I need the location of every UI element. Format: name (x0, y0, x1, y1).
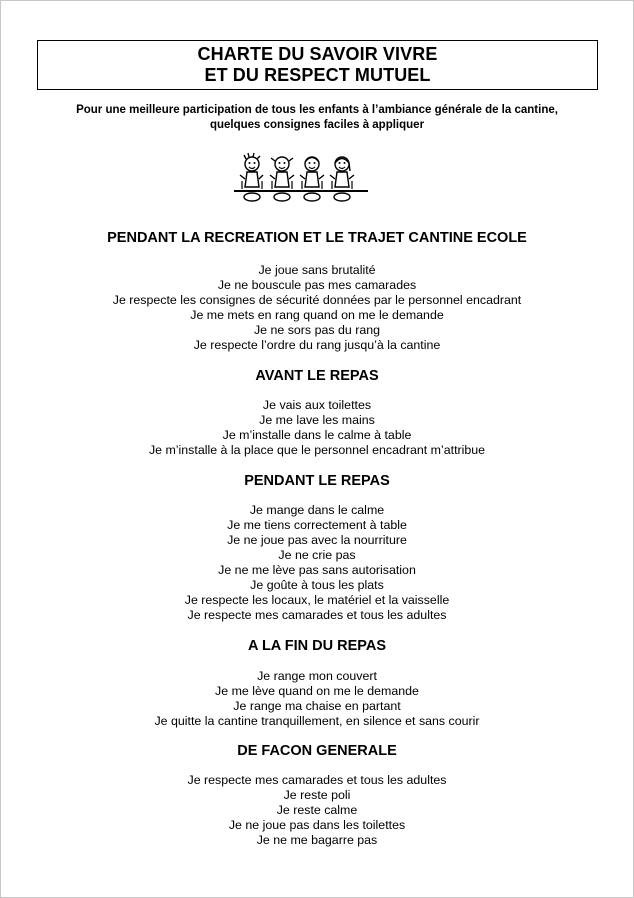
section-lines-recreation (1, 263, 633, 353)
rule-line: Je me mets en rang quand on me le demande (190, 308, 444, 322)
title-line-1: CHARTE DU SAVOIR VIVRE (197, 44, 438, 64)
rule-line: Je respecte les consignes de sécurité données par le personnel encadrant (112, 293, 522, 307)
rule-line: Je m’installe dans le calme à table (222, 428, 412, 442)
rule-line: Je range ma chaise en partant (233, 699, 401, 713)
rule-line: Je respecte mes camarades et tous les adultes (187, 773, 447, 787)
section-lines-facon-generale (1, 773, 633, 848)
rule-line: Je vais aux toilettes (262, 398, 372, 412)
title-line-2: ET DU RESPECT MUTUEL (204, 65, 431, 85)
rule-line: Je reste poli (283, 788, 351, 802)
rule-line: Je range mon couvert (257, 669, 377, 683)
section-lines-pendant-repas (1, 503, 633, 623)
intro-line-2: quelques consignes faciles à appliquer (209, 119, 425, 131)
rule-line: Je respecte l’ordre du rang jusqu’à la cantine (193, 338, 441, 352)
rule-line: Je ne bouscule pas mes camarades (217, 278, 417, 292)
section-title-pendant-repas: PENDANT LE REPAS (244, 473, 390, 489)
rule-line: Je respecte mes camarades et tous les adultes (187, 608, 447, 622)
rule-line: Je reste calme (276, 803, 358, 817)
rule-line: Je ne crie pas (278, 548, 356, 562)
section-title-avant-repas: AVANT LE REPAS (255, 368, 379, 384)
rule-line: Je joue sans brutalité (258, 263, 376, 277)
section-title-recreation: PENDANT LA RECREATION ET LE TRAJET CANTINE ECOLE (107, 230, 527, 246)
rule-line: Je respecte les locaux, le matériel et la vaisselle (184, 593, 450, 607)
section-title-facon-generale: DE FACON GENERALE (237, 743, 397, 759)
title-box (37, 40, 598, 90)
rule-line: Je ne me bagarre pas (256, 833, 378, 847)
rule-line: Je ne joue pas dans les toilettes (228, 818, 406, 832)
intro-line-1: Pour une meilleure participation de tous les enfants à l’ambiance générale de la cantine, (76, 104, 558, 116)
rule-line: Je ne joue pas avec la nourriture (227, 533, 407, 547)
rule-line: Je ne me lève pas sans autorisation (218, 563, 416, 577)
rule-line: Je goûte à tous les plats (250, 578, 384, 592)
section-title-fin-repas: A LA FIN DU REPAS (247, 638, 387, 654)
rule-line: Je me tiens correctement à table (227, 518, 407, 532)
rule-line: Je me lève quand on me le demande (215, 684, 419, 698)
section-lines-fin-repas (1, 669, 633, 729)
rule-line: Je quitte la cantine tranquillement, en silence et sans courir (154, 714, 480, 728)
rule-line: Je m’installe à la place que le personnel encadrant m’attribue (148, 443, 486, 457)
section-lines-avant-repas (1, 398, 633, 458)
rule-line: Je ne sors pas du rang (253, 323, 381, 337)
rule-line: Je mange dans le calme (249, 503, 385, 517)
rule-line: Je me lave les mains (259, 413, 375, 427)
intro-text (1, 103, 633, 133)
children-at-table-icon (234, 151, 368, 207)
